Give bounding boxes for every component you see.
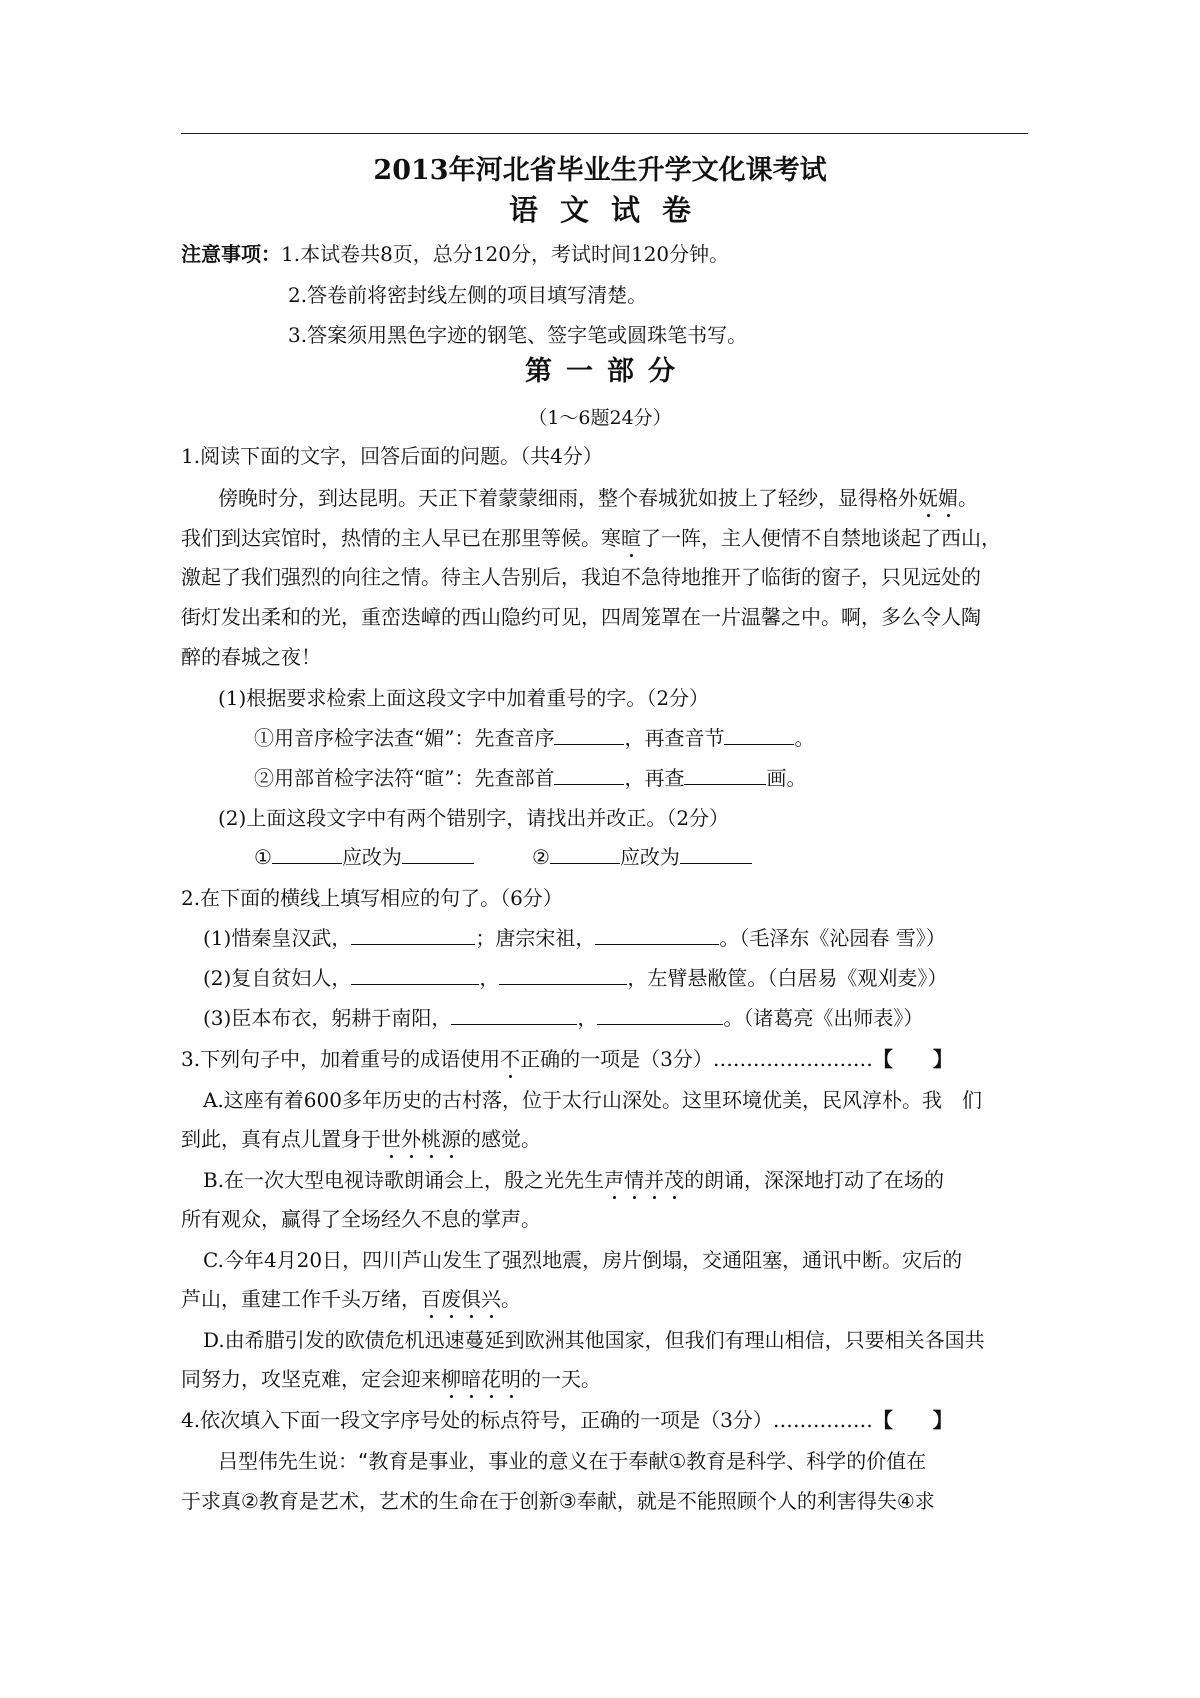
question-text: B.在一次大型电视诗歌朗诵会上，殷之光先生 [203, 1168, 605, 1192]
emphasized-char: 外 [401, 1127, 421, 1151]
question-text: ② [531, 845, 550, 869]
notice-line-1 [181, 240, 729, 268]
emphasized-char: 百 [421, 1287, 441, 1311]
q4-stem [181, 1406, 953, 1434]
emphasized-char: 世 [381, 1127, 401, 1151]
q4-passage-line-1: 吕型伟先生说：“教育是事业，事业的意义在于奉献①教育是科学、科学的价值在 [218, 1449, 927, 1473]
question-text: ，再查 [624, 766, 685, 790]
question-text: ， [577, 1006, 598, 1030]
answer-blank[interactable] [351, 964, 479, 985]
q3-option-d-line-1: D.由希腊引发的欧债危机迅速蔓延到欧洲其他国家，但我们有理山相信，只要相关各国共 [203, 1328, 985, 1352]
emphasized-char: 声 [604, 1168, 625, 1192]
q1-sub1-b [254, 764, 806, 792]
question-text: 。（毛泽东《沁园春 雪》） [719, 926, 946, 950]
question-text: 的感觉。 [461, 1127, 541, 1151]
question-text: 4.依次填入下面一段文字序号处的标点符号，正确的一项是（3分） [181, 1408, 773, 1432]
emphasized-char: 兴 [481, 1287, 501, 1311]
emphasized-char: 源 [441, 1127, 461, 1151]
question-text: 同努力，攻坚克难，定会迎来 [181, 1367, 441, 1391]
answer-blank[interactable] [554, 724, 624, 745]
answer-blank[interactable] [451, 1004, 577, 1025]
q1-sub2: (2)上面这段文字中有两个错别字，请找出并改正。（2分） [218, 806, 730, 830]
answer-blank[interactable] [351, 924, 475, 945]
emphasized-char: 妩 [918, 486, 938, 510]
q3-option-c-line-1: C.今年4月20日，四川芦山发生了强烈地震，房片倒塌，交通阻塞，通讯中断。灾后的 [203, 1248, 963, 1272]
q3-option-a-line-2 [181, 1125, 541, 1153]
emphasized-char: 明 [501, 1367, 521, 1391]
answer-blank[interactable] [272, 843, 342, 864]
q3-option-a-line-1: A.这座有着600多年历史的古村落，位于太行山深处。这里环境优美，民风淳朴。我 们 [203, 1088, 982, 1112]
emphasized-char: 并 [644, 1168, 665, 1192]
question-text: ①用音序检字法查“媚”：先查音序 [254, 726, 555, 750]
dot-leader: …………… [772, 1408, 873, 1432]
q3-option-b-line-2: 所有观众，赢得了全场经久不息的掌声。 [181, 1207, 541, 1231]
question-text: (3)臣本布衣，躬耕于南阳， [203, 1006, 452, 1030]
question-text: 的朗诵，深深地打动了在场的 [684, 1168, 945, 1192]
question-text: 正确的一项是（3分） [520, 1047, 713, 1071]
q1-sub1-a [254, 724, 814, 752]
header-rule [181, 133, 1028, 134]
question-text: 3.下列句子中，加着重号的成语使用 [181, 1047, 501, 1071]
question-text: ；唐宗宋祖， [475, 926, 596, 950]
q1-passage-line-5: 醉的春城之夜！ [181, 645, 321, 669]
q1-passage-line-4: 街灯发出柔和的光，重峦迭嶂的西山隐约可见，四周笼罩在一片温馨之中。啊，多么令人陶 [181, 605, 981, 629]
emphasized-char: 俱 [461, 1287, 481, 1311]
q1-passage-line-3: 激起了我们强烈的向往之情。待主人告别后，我迫不急待地推开了临街的窗子，只见远处的 [181, 565, 981, 589]
q4-passage-line-2: 于求真②教育是艺术，艺术的生命在于创新③奉献，就是不能照顾个人的利害得失④求 [181, 1489, 935, 1513]
q2-stem: 2.在下面的横线上填写相应的句了。（6分） [181, 886, 563, 910]
paper-subtitle: 语文试卷 [508, 193, 713, 227]
q1-sub1: (1)根据要求检索上面这段文字中加着重号的字。（2分） [218, 686, 710, 710]
emphasized-char: 废 [441, 1287, 461, 1311]
emphasized-char: 暄 [621, 526, 641, 550]
question-text: 。 [794, 726, 815, 750]
q3-stem [181, 1045, 953, 1073]
question-text: ，再查音节 [624, 726, 725, 750]
question-text: 芦山，重建工作千头万绪， [181, 1287, 421, 1311]
notice-label: 注意事项： [181, 242, 281, 266]
exam-title: 2013年河北省毕业生升学文化课考试 [373, 155, 827, 186]
passage-text: 我们到达宾馆时，热情的主人早已在那里等候。寒 [181, 526, 621, 550]
emphasized-char: 暗 [461, 1367, 481, 1391]
q1-stem: 1.阅读下面的文字，回答后面的问题。（共4分） [181, 444, 603, 468]
answer-blank[interactable] [724, 724, 794, 745]
passage-text: 了一阵，主人便情不自禁地谈起了西山， [641, 526, 1001, 550]
notice-item-2: 2.答卷前将密封线左侧的项目填写清楚。 [288, 283, 648, 307]
question-text: ， [479, 966, 500, 990]
answer-blank[interactable] [684, 764, 766, 785]
q3-option-d-line-2 [181, 1365, 601, 1393]
q1-passage-line-2 [181, 524, 1001, 552]
question-text: 到此，真有点儿置身于 [181, 1127, 381, 1151]
question-text: (2)复自贫妇人， [203, 966, 352, 990]
notice-item-3: 3.答案须用黑色字迹的钢笔、签字笔或圆珠笔书写。 [288, 323, 748, 347]
passage-text: 傍晚时分，到达昆明。天正下着蒙蒙细雨，整个春城犹如披上了轻纱，显得格外 [218, 486, 918, 510]
passage-text: 。 [958, 486, 978, 510]
q2-line-2 [203, 964, 947, 992]
question-text: 的一天。 [521, 1367, 601, 1391]
question-text: 画。 [766, 766, 807, 790]
question-text: 。 [501, 1287, 521, 1311]
answer-blank[interactable] [554, 764, 624, 785]
notice-item-1: 1.本试卷共8页，总分120分，考试时间120分钟。 [281, 242, 730, 266]
emphasized-char: 不 [500, 1047, 521, 1071]
emphasized-char: 媚 [938, 486, 958, 510]
answer-blank[interactable] [550, 843, 620, 864]
answer-bracket[interactable]: 【 】 [872, 1047, 953, 1071]
question-text: ②用部首检字法符“暄”：先查部首 [254, 766, 555, 790]
emphasized-char: 桃 [421, 1127, 441, 1151]
part-heading: 第一部分 [525, 356, 689, 387]
q3-option-c-line-2 [181, 1285, 521, 1313]
answer-bracket[interactable]: 【 】 [872, 1408, 953, 1432]
emphasized-char: 茂 [664, 1168, 685, 1192]
question-text: 应改为 [341, 845, 402, 869]
q3-option-b-line-1 [203, 1166, 944, 1194]
question-text: ① [254, 845, 272, 869]
part-score-note: （1～6题24分） [528, 407, 672, 429]
q1-passage-line-1 [218, 484, 978, 512]
answer-blank[interactable] [597, 1004, 723, 1025]
emphasized-char: 情 [624, 1168, 645, 1192]
q2-line-3 [203, 1004, 923, 1032]
emphasized-char: 花 [481, 1367, 501, 1391]
q1-sub2-answers [254, 843, 752, 871]
emphasized-char: 柳 [441, 1367, 461, 1391]
question-text: ，左臂悬敝筐。（白居易《观刈麦》） [627, 966, 948, 990]
question-text: 应改为 [619, 845, 680, 869]
question-text: (1)惜秦皇汉武， [203, 926, 352, 950]
q2-line-1 [203, 924, 946, 952]
answer-blank[interactable] [499, 964, 627, 985]
answer-blank[interactable] [595, 924, 719, 945]
question-text: 。（诸葛亮《出师表》） [723, 1006, 924, 1030]
dot-leader: …………………… [712, 1047, 873, 1071]
answer-blank[interactable] [402, 843, 474, 864]
answer-blank[interactable] [680, 843, 752, 864]
